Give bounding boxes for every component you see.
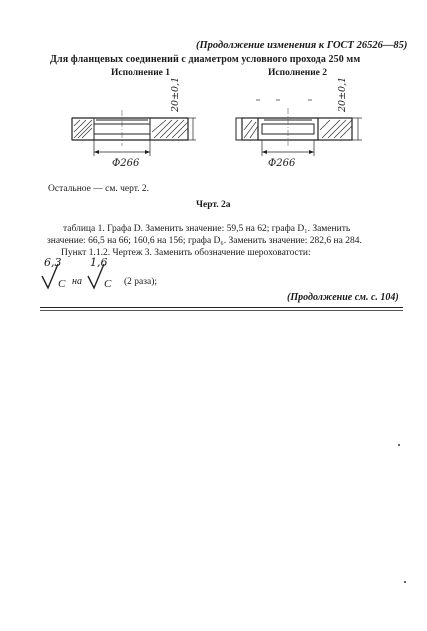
variant-2-label: Исполнение 2: [268, 68, 328, 78]
point-change-line: Пункт 1.1.2. Чертеж 3. Заменить обозначение шероховатости:: [61, 248, 311, 258]
roughness-value-to: 1,6: [90, 256, 108, 269]
roughness-word: на: [72, 276, 82, 287]
roughness-check-icon: [40, 262, 70, 292]
roughness-value-from: 6,3: [44, 256, 62, 269]
roughness-sub-to: C: [104, 278, 112, 290]
roughness-check-icon: [86, 262, 116, 292]
separator-line: [40, 307, 403, 308]
separator-line-thin: [40, 310, 403, 311]
roughness-symbol-to: [86, 256, 116, 292]
scan-speck: [404, 581, 406, 583]
figure-caption: Черт. 2а: [196, 200, 231, 210]
variant-1-height-label: 20±0,1: [170, 76, 181, 112]
continuation-footer: (Продолжение см. с. 104): [287, 292, 399, 303]
roughness-symbol-from: [40, 256, 70, 292]
scan-speck: [398, 444, 400, 446]
table-change-line-2: значение: 66,5 на 66; 160,6 на 156; графа D₆. Заменить значение: 282,6 на 284.: [47, 236, 362, 246]
variant-2-height-label: 20±0,1: [337, 76, 348, 112]
rest-note: Остальное — см. черт. 2.: [48, 184, 150, 194]
times-note: (2 раза);: [124, 277, 158, 287]
variant-1-diameter-label: Ф266: [112, 158, 140, 169]
table-change-line-1: таблица 1. Графа D. Заменить значение: 59,5 на 62; графа D₁. Заменить: [63, 224, 351, 234]
variant-1-label: Исполнение 1: [111, 68, 171, 78]
variant-2-diameter-label: Ф266: [268, 158, 296, 169]
section-subtitle: Для фланцевых соединений с диаметром условного прохода 250 мм: [50, 54, 361, 65]
continuation-header: (Продолжение изменения к ГОСТ 26526—85): [196, 40, 408, 51]
roughness-sub-from: C: [58, 278, 66, 290]
